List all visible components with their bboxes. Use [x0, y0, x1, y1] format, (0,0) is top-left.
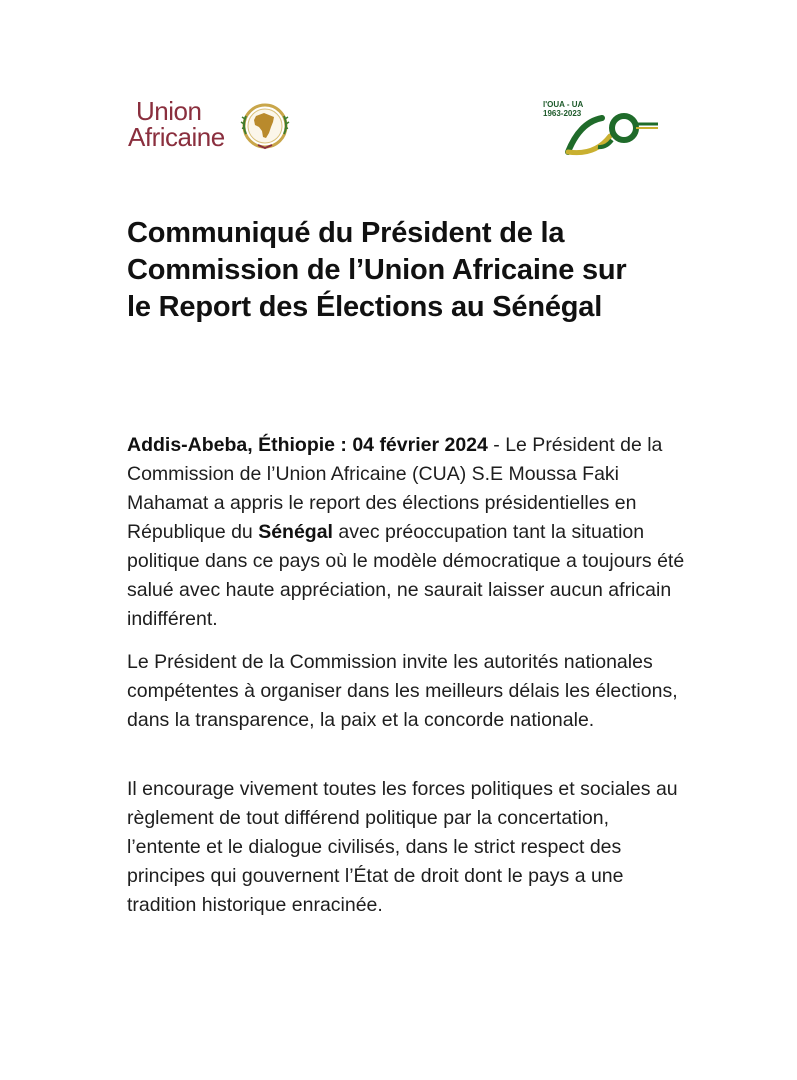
anniversary-label-line1: l'OUA - UA	[543, 100, 584, 109]
paragraph-invitation: Le Président de la Commission invite les autorités nationales compétentes à organiser dans les meilleurs délais les élections, dans la transparence, la paix et la concorde nationale.	[127, 651, 678, 731]
country-name: Sénégal	[258, 521, 333, 543]
au-wordmark	[128, 98, 225, 150]
dateline: Addis-Abeba, Éthiopie : 04 février 2024	[127, 434, 488, 456]
paragraph-1-text-a: - Le Président de la Commission de l’Union Africaine (CUA) S.E Moussa Faki Mahamat a appris le report des élections présidentielles en République du	[127, 434, 663, 543]
au-wordmark-line2: Africaine	[128, 122, 225, 152]
communique-title: Communiqué du Président de la Commission de l’Union Africaine sur le Report des Élections au Sénégal	[127, 217, 627, 323]
paragraph-dateline	[127, 431, 687, 634]
african-union-emblem-icon	[236, 100, 294, 152]
african-union-logo	[128, 98, 308, 160]
au-wordmark-line1: Union	[136, 96, 202, 126]
paragraph-1-text-b: avec préoccupation tant la situation politique dans ce pays où le modèle démocratique a toujours été salué avec haute appréciation, ne saurait laisser aucun africain indifférent.	[127, 521, 685, 630]
anniversary-label-line2: 1963-2023	[543, 109, 582, 118]
anniversary-label	[543, 100, 583, 118]
oua-ua-60-anniversary-logo	[540, 100, 665, 162]
paragraph-encouragement: Il encourage vivement toutes les forces politiques et sociales au règlement de tout différend politique par la concertation, l’entente et le dialogue civilisés, dans le strict respect des principes qui gouvernent l’État de droit dont le pays a une tradition historique enracinée.	[127, 778, 678, 916]
